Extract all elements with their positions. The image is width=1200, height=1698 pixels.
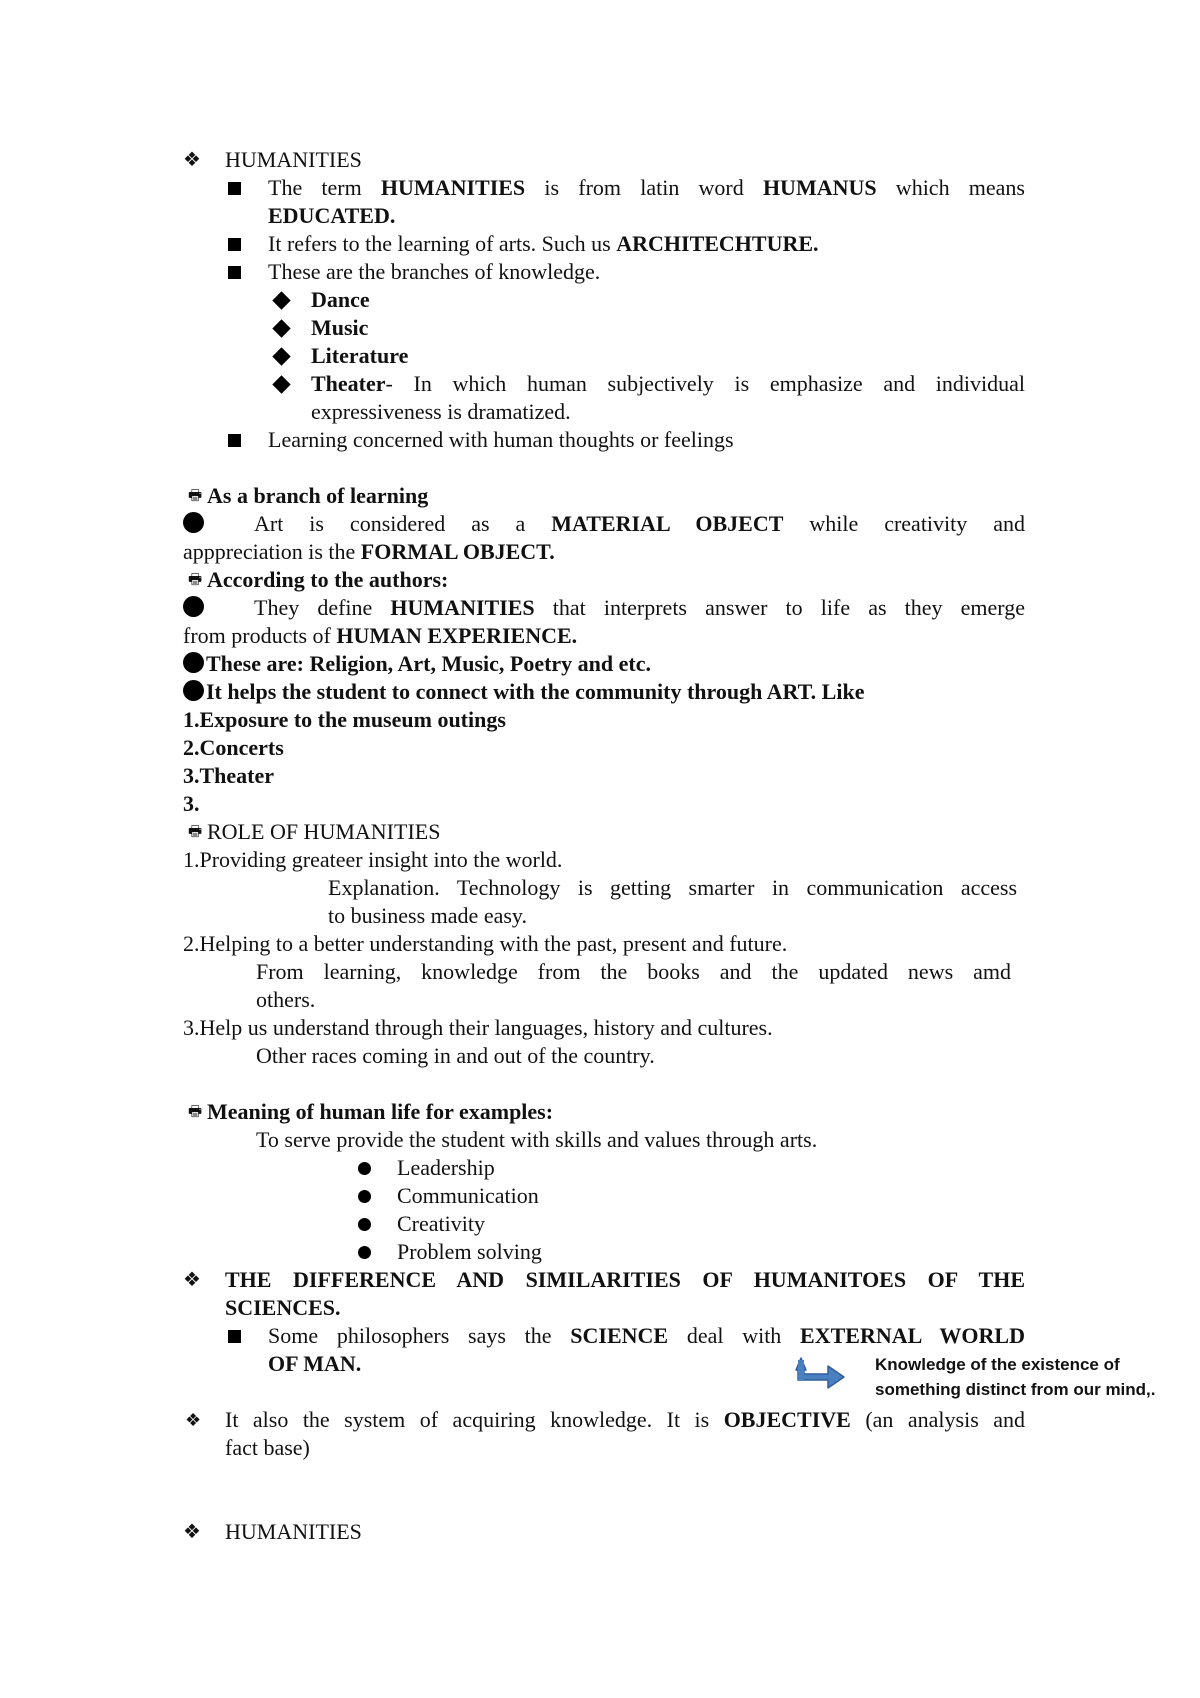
explanation-cont: others. bbox=[256, 987, 316, 1012]
annotation-text: Knowledge of the existence of bbox=[875, 1355, 1120, 1374]
list-item: 2.Helping to a better understanding with the past, present and future. bbox=[183, 931, 788, 956]
paragraph: These are: Religion, Art, Music, Poetry and etc. bbox=[206, 651, 652, 676]
branch-item: Music bbox=[311, 315, 369, 340]
circle-bullet-icon bbox=[358, 1162, 371, 1175]
list-item: 1.Providing greateer insight into the world. bbox=[183, 847, 563, 872]
list-item: 3.Theater bbox=[183, 763, 275, 788]
list-item: 1.Exposure to the museum outings bbox=[183, 707, 506, 732]
branch-item-cont: expressiveness is dramatized. bbox=[311, 399, 571, 424]
printer-icon: 🖶 bbox=[188, 572, 203, 588]
subheading: As a branch of learning bbox=[207, 483, 429, 508]
bent-arrow-icon bbox=[792, 1346, 848, 1390]
printer-icon: 🖶 bbox=[188, 1104, 203, 1120]
square-bullet-icon bbox=[228, 1330, 241, 1343]
explanation-cont: to business made easy. bbox=[328, 903, 527, 928]
subheading: Meaning of human life for examples: bbox=[207, 1099, 554, 1124]
circle-bullet-icon bbox=[183, 652, 204, 673]
paragraph: To serve provide the student with skills and values through arts. bbox=[256, 1127, 818, 1152]
circle-bullet-icon bbox=[358, 1190, 371, 1203]
circle-bullet-icon bbox=[183, 680, 204, 701]
circle-bullet-icon bbox=[183, 596, 204, 617]
printer-icon: 🖶 bbox=[188, 488, 203, 504]
section-title: THE DIFFERENCE AND SIMILARITIES OF HUMANITOES OF THE bbox=[225, 1267, 1025, 1292]
four-diamond-icon: ❖ bbox=[185, 1410, 202, 1430]
printer-icon: 🖶 bbox=[188, 824, 203, 840]
branch-item: Theater- In which human subjectively is emphasize and individual bbox=[311, 371, 1025, 396]
paragraph-cont: apppreciation is the FORMAL OBJECT. bbox=[183, 539, 555, 564]
four-diamond-icon: ❖ bbox=[183, 1269, 201, 1291]
subheading: ROLE OF HUMANITIES bbox=[207, 819, 441, 844]
paragraph: Learning concerned with human thoughts or feelings bbox=[268, 427, 734, 452]
list-item: 3.Help us understand through their languages, history and cultures. bbox=[183, 1015, 773, 1040]
explanation: Explanation. Technology is getting smarter in communication access bbox=[328, 875, 1017, 900]
skill-item: Problem solving bbox=[397, 1239, 542, 1264]
paragraph-cont: EDUCATED. bbox=[268, 203, 396, 228]
diamond-bullet-icon bbox=[272, 319, 290, 337]
circle-bullet-icon bbox=[358, 1218, 371, 1231]
square-bullet-icon bbox=[228, 434, 241, 447]
list-item: 3. bbox=[183, 791, 200, 816]
section-title-humanities: HUMANITIES bbox=[225, 1519, 362, 1544]
paragraph: It also the system of acquiring knowledge. It is OBJECTIVE (an analysis and bbox=[225, 1407, 1025, 1432]
skill-item: Creativity bbox=[397, 1211, 485, 1236]
branch-item: Literature bbox=[311, 343, 409, 368]
square-bullet-icon bbox=[228, 182, 241, 195]
diamond-bullet-icon bbox=[272, 375, 290, 393]
paragraph-cont: fact base) bbox=[225, 1435, 310, 1460]
annotation-text: something distinct from our mind,. bbox=[875, 1380, 1156, 1399]
square-bullet-icon bbox=[228, 238, 241, 251]
branch-item: Dance bbox=[311, 287, 370, 312]
section-title-cont: SCIENCES. bbox=[225, 1295, 341, 1320]
skill-item: Communication bbox=[397, 1183, 539, 1208]
diamond-bullet-icon bbox=[272, 347, 290, 365]
paragraph: The term HUMANITIES is from latin word HUMANUS which means bbox=[268, 175, 1025, 200]
paragraph: They define HUMANITIES that interprets answer to life as they emerge bbox=[254, 595, 1025, 620]
circle-bullet-icon bbox=[358, 1246, 371, 1259]
paragraph: Some philosophers says the SCIENCE deal with EXTERNAL WORLD bbox=[268, 1323, 1025, 1348]
skill-item: Leadership bbox=[397, 1155, 495, 1180]
section-title-humanities: HUMANITIES bbox=[225, 147, 362, 172]
paragraph-cont: from products of HUMAN EXPERIENCE. bbox=[183, 623, 578, 648]
paragraph: These are the branches of knowledge. bbox=[268, 259, 601, 284]
paragraph-cont: OF MAN. bbox=[268, 1351, 362, 1376]
four-diamond-icon: ❖ bbox=[183, 1521, 201, 1543]
square-bullet-icon bbox=[228, 266, 241, 279]
paragraph: It refers to the learning of arts. Such us ARCHITECHTURE. bbox=[268, 231, 819, 256]
paragraph: It helps the student to connect with the community through ART. Like bbox=[206, 679, 865, 704]
explanation: Other races coming in and out of the country. bbox=[256, 1043, 655, 1068]
paragraph: Art is considered as a MATERIAL OBJECT while creativity and bbox=[254, 511, 1026, 536]
list-item: 2.Concerts bbox=[183, 735, 284, 760]
four-diamond-icon: ❖ bbox=[183, 149, 201, 171]
subheading: According to the authors: bbox=[207, 567, 449, 592]
explanation: From learning, knowledge from the books and the updated news amd bbox=[256, 959, 1011, 984]
circle-bullet-icon bbox=[183, 512, 204, 533]
diamond-bullet-icon bbox=[272, 291, 290, 309]
